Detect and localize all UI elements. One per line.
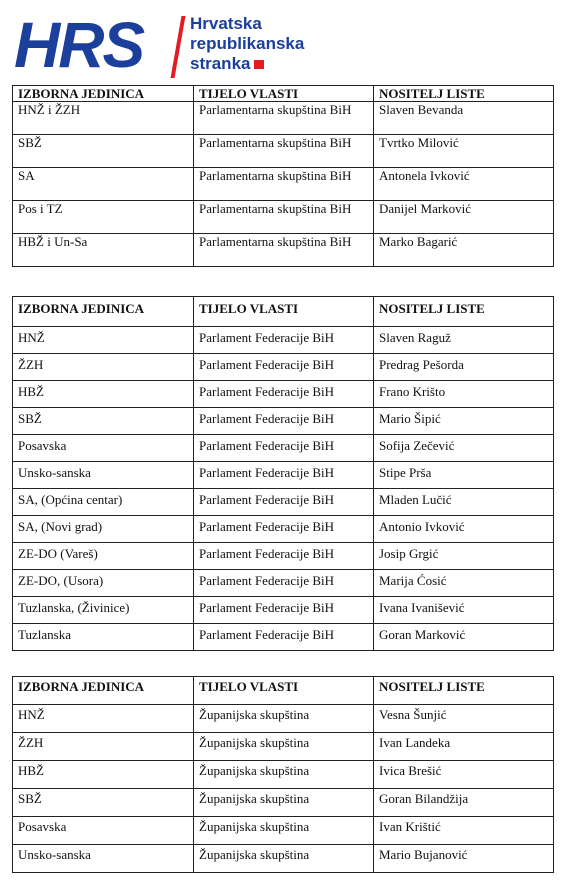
cell-izborna-jedinica: HNŽ i ŽZH — [13, 102, 194, 135]
cell-tijelo-vlasti: Parlament Federacije BiH — [194, 516, 374, 543]
cell-izborna-jedinica: SA, (Novi grad) — [13, 516, 194, 543]
cell-izborna-jedinica: Unsko-sanska — [13, 845, 194, 873]
cell-tijelo-vlasti: Parlamentarna skupština BiH — [194, 168, 374, 201]
table-row — [13, 435, 554, 462]
table-row — [13, 761, 554, 789]
table-row — [13, 789, 554, 817]
cell-nositelj-liste: Antonio Ivković — [374, 516, 554, 543]
cell-tijelo-vlasti: Parlament Federacije BiH — [194, 489, 374, 516]
table-row — [13, 845, 554, 873]
cell-nositelj-liste: Ivan Krištić — [374, 817, 554, 845]
cell-izborna-jedinica: Posavska — [13, 817, 194, 845]
header-tijelo-vlasti: TIJELO VLASTI — [194, 297, 374, 327]
cell-tijelo-vlasti: Parlamentarna skupština BiH — [194, 234, 374, 267]
table-row — [13, 327, 554, 354]
table-row — [13, 489, 554, 516]
cell-tijelo-vlasti: Županijska skupština — [194, 761, 374, 789]
header-izborna-jedinica: IZBORNA JEDINICA — [13, 86, 194, 102]
header-nositelj-liste: NOSITELJ LISTE — [374, 297, 554, 327]
logo-abbreviation: HRS — [14, 9, 144, 81]
cell-nositelj-liste: Ivan Landeka — [374, 733, 554, 761]
cell-nositelj-liste: Predrag Pešorda — [374, 354, 554, 381]
table-row — [13, 597, 554, 624]
cell-tijelo-vlasti: Parlamentarna skupština BiH — [194, 102, 374, 135]
logo-party-name — [190, 14, 304, 74]
logo-red-square — [254, 60, 264, 69]
cell-nositelj-liste: Josip Grgić — [374, 543, 554, 570]
cell-izborna-jedinica: HNŽ — [13, 327, 194, 354]
hrs-logo — [14, 10, 324, 80]
cell-izborna-jedinica: SBŽ — [13, 135, 194, 168]
cell-izborna-jedinica: SA — [13, 168, 194, 201]
cell-tijelo-vlasti: Parlament Federacije BiH — [194, 408, 374, 435]
table-row — [13, 135, 554, 168]
header-tijelo-vlasti: TIJELO VLASTI — [194, 677, 374, 705]
logo-line-1: Hrvatska — [190, 14, 262, 33]
cell-nositelj-liste: Marija Ćosić — [374, 570, 554, 597]
cell-izborna-jedinica: Unsko-sanska — [13, 462, 194, 489]
table-row — [13, 543, 554, 570]
cell-nositelj-liste: Mario Bujanović — [374, 845, 554, 873]
table-row — [13, 102, 554, 135]
cell-tijelo-vlasti: Parlamentarna skupština BiH — [194, 201, 374, 234]
cell-izborna-jedinica: Posavska — [13, 435, 194, 462]
cell-tijelo-vlasti: Parlament Federacije BiH — [194, 381, 374, 408]
cell-nositelj-liste: Stipe Prša — [374, 462, 554, 489]
table-row — [13, 570, 554, 597]
table-row — [13, 408, 554, 435]
cell-nositelj-liste: Danijel Marković — [374, 201, 554, 234]
cell-nositelj-liste: Antonela Ivković — [374, 168, 554, 201]
header-tijelo-vlasti: TIJELO VLASTI — [194, 86, 374, 102]
header-izborna-jedinica: IZBORNA JEDINICA — [13, 297, 194, 327]
cell-izborna-jedinica: HNŽ — [13, 705, 194, 733]
cell-izborna-jedinica: HBŽ i Un-Sa — [13, 234, 194, 267]
cell-izborna-jedinica: SA, (Općina centar) — [13, 489, 194, 516]
table-row — [13, 354, 554, 381]
table-header-row — [13, 297, 554, 327]
cell-izborna-jedinica: HBŽ — [13, 761, 194, 789]
logo-line-2: republikanska — [190, 34, 305, 53]
cell-tijelo-vlasti: Parlament Federacije BiH — [194, 462, 374, 489]
cell-nositelj-liste: Mladen Lučić — [374, 489, 554, 516]
cell-tijelo-vlasti: Županijska skupština — [194, 789, 374, 817]
table-parlamentarna-skupstina — [12, 85, 554, 267]
cell-izborna-jedinica: Tuzlanska — [13, 624, 194, 651]
cell-tijelo-vlasti: Županijska skupština — [194, 845, 374, 873]
cell-izborna-jedinica: SBŽ — [13, 789, 194, 817]
cell-nositelj-liste: Marko Bagarić — [374, 234, 554, 267]
table-header-row — [13, 86, 554, 102]
table-row — [13, 234, 554, 267]
table-row — [13, 624, 554, 651]
table-row — [13, 733, 554, 761]
cell-izborna-jedinica: ZE-DO, (Usora) — [13, 570, 194, 597]
cell-izborna-jedinica: SBŽ — [13, 408, 194, 435]
cell-izborna-jedinica: ZE-DO (Vareš) — [13, 543, 194, 570]
table-row — [13, 201, 554, 234]
cell-izborna-jedinica: Pos i TZ — [13, 201, 194, 234]
cell-izborna-jedinica: Tuzlanska, (Živinice) — [13, 597, 194, 624]
cell-nositelj-liste: Ivana Ivanišević — [374, 597, 554, 624]
cell-tijelo-vlasti: Županijska skupština — [194, 817, 374, 845]
cell-nositelj-liste: Frano Krišto — [374, 381, 554, 408]
table-parlament-federacije — [12, 296, 554, 651]
table-row — [13, 462, 554, 489]
table-header-row — [13, 677, 554, 705]
table-zupanijska-skupstina — [12, 676, 554, 873]
table-row — [13, 705, 554, 733]
cell-tijelo-vlasti: Parlament Federacije BiH — [194, 570, 374, 597]
cell-nositelj-liste: Goran Marković — [374, 624, 554, 651]
cell-tijelo-vlasti: Parlament Federacije BiH — [194, 624, 374, 651]
cell-nositelj-liste: Mario Šipić — [374, 408, 554, 435]
header-izborna-jedinica: IZBORNA JEDINICA — [13, 677, 194, 705]
table-row — [13, 817, 554, 845]
cell-tijelo-vlasti: Parlament Federacije BiH — [194, 543, 374, 570]
header-nositelj-liste: NOSITELJ LISTE — [374, 677, 554, 705]
table-row — [13, 516, 554, 543]
cell-tijelo-vlasti: Parlament Federacije BiH — [194, 597, 374, 624]
cell-tijelo-vlasti: Parlamentarna skupština BiH — [194, 135, 374, 168]
cell-izborna-jedinica: HBŽ — [13, 381, 194, 408]
cell-nositelj-liste: Slaven Raguž — [374, 327, 554, 354]
cell-nositelj-liste: Ivica Brešić — [374, 761, 554, 789]
cell-nositelj-liste: Goran Bilandžija — [374, 789, 554, 817]
cell-nositelj-liste: Tvrtko Milović — [374, 135, 554, 168]
table-row — [13, 168, 554, 201]
cell-izborna-jedinica: ŽZH — [13, 354, 194, 381]
logo-line-3: stranka — [190, 54, 251, 73]
cell-tijelo-vlasti: Parlament Federacije BiH — [194, 435, 374, 462]
cell-nositelj-liste: Sofija Zečević — [374, 435, 554, 462]
cell-nositelj-liste: Vesna Šunjić — [374, 705, 554, 733]
cell-tijelo-vlasti: Županijska skupština — [194, 705, 374, 733]
logo-red-bar — [171, 16, 186, 78]
cell-tijelo-vlasti: Parlament Federacije BiH — [194, 327, 374, 354]
header-nositelj-liste: NOSITELJ LISTE — [374, 86, 554, 102]
table-row — [13, 381, 554, 408]
cell-tijelo-vlasti: Parlament Federacije BiH — [194, 354, 374, 381]
cell-tijelo-vlasti: Županijska skupština — [194, 733, 374, 761]
cell-izborna-jedinica: ŽZH — [13, 733, 194, 761]
cell-nositelj-liste: Slaven Bevanda — [374, 102, 554, 135]
